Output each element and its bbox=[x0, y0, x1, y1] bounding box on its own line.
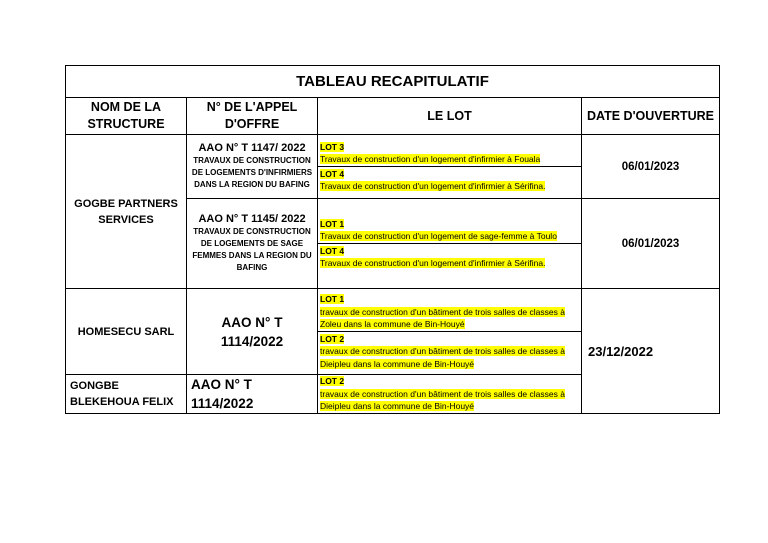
lot-cell bbox=[318, 289, 582, 375]
lot-item bbox=[318, 166, 581, 193]
lot-item bbox=[320, 375, 579, 413]
offer-number: AAO N° T 1114/2022 bbox=[191, 377, 254, 411]
lot-text: travaux de construction d'un bâtiment de trois salles de classes à Dieipleu dans la commune de Bin-Houyé bbox=[320, 388, 565, 412]
lot-text: Travaux de construction d'un logement d'infirmier à Sérifina. bbox=[320, 181, 546, 191]
lot-item bbox=[320, 141, 579, 166]
opening-date: 23/12/2022 bbox=[582, 289, 720, 414]
lot-text: Travaux de construction d'un logement d'infirmier à Sérifina. bbox=[320, 258, 546, 268]
header-date: DATE D'OUVERTURE bbox=[582, 98, 720, 135]
lot-label: LOT 2 bbox=[320, 333, 345, 344]
lot-item bbox=[320, 218, 579, 243]
structure-gongbe: GONGBE BLEKEHOUA FELIX bbox=[66, 375, 187, 414]
table-title: TABLEAU RECAPITULATIF bbox=[66, 66, 720, 98]
offer-cell bbox=[187, 199, 318, 289]
offer-number: AAO N° T 1114/2022 bbox=[220, 314, 284, 349]
lot-label: LOT 1 bbox=[320, 294, 345, 304]
lot-label: LOT 2 bbox=[320, 376, 345, 387]
lot-cell bbox=[318, 135, 582, 199]
lot-label: LOT 4 bbox=[320, 168, 345, 179]
lot-label: LOT 4 bbox=[320, 245, 345, 256]
lot-label: LOT 1 bbox=[320, 218, 345, 229]
offer-cell bbox=[187, 375, 318, 414]
header-lot: LE LOT bbox=[318, 98, 582, 135]
header-structure: NOM DE LA STRUCTURE bbox=[66, 98, 187, 135]
offer-description: TRAVAUX DE CONSTRUCTION DE LOGEMENTS D'INFIRMIERS DANS LA REGION DU BAFING bbox=[191, 156, 313, 189]
offer-cell bbox=[187, 135, 318, 199]
offer-cell bbox=[187, 289, 318, 375]
lot-cell bbox=[318, 199, 582, 289]
structure-gogbe: GOGBE PARTNERS SERVICES bbox=[66, 135, 187, 289]
opening-date: 06/01/2023 bbox=[582, 199, 720, 289]
lot-item bbox=[318, 331, 581, 371]
lot-text: travaux de construction d'un bâtiment de trois salles de classes à Zoleu dans la commune de Bin-Houyé bbox=[320, 306, 565, 329]
offer-description: TRAVAUX DE CONSTRUCTION DE LOGEMENTS DE SAGE FEMMES DANS LA REGION DU BAFING bbox=[192, 227, 312, 272]
recap-table bbox=[65, 65, 720, 414]
lot-cell bbox=[318, 375, 582, 414]
lot-label: LOT 3 bbox=[320, 141, 345, 152]
lot-item bbox=[318, 243, 581, 270]
offer-number: AAO N° T 1147/ 2022 bbox=[198, 142, 306, 154]
opening-date: 06/01/2023 bbox=[582, 135, 720, 199]
offer-number: AAO N° T 1145/ 2022 bbox=[198, 213, 306, 225]
header-appel-offre: N° DE L'APPEL D'OFFRE bbox=[187, 98, 318, 135]
lot-text: Travaux de construction d'un logement de sage-femme à Toulo bbox=[320, 231, 557, 241]
lot-text: travaux de construction d'un bâtiment de trois salles de classes à Dieipleu dans la commune de Bin-Houyé bbox=[320, 346, 565, 369]
lot-item bbox=[320, 293, 579, 331]
structure-homesecu: HOMESECU SARL bbox=[66, 289, 187, 375]
lot-text: Travaux de construction d'un logement d'infirmier à Fouala bbox=[320, 154, 541, 164]
